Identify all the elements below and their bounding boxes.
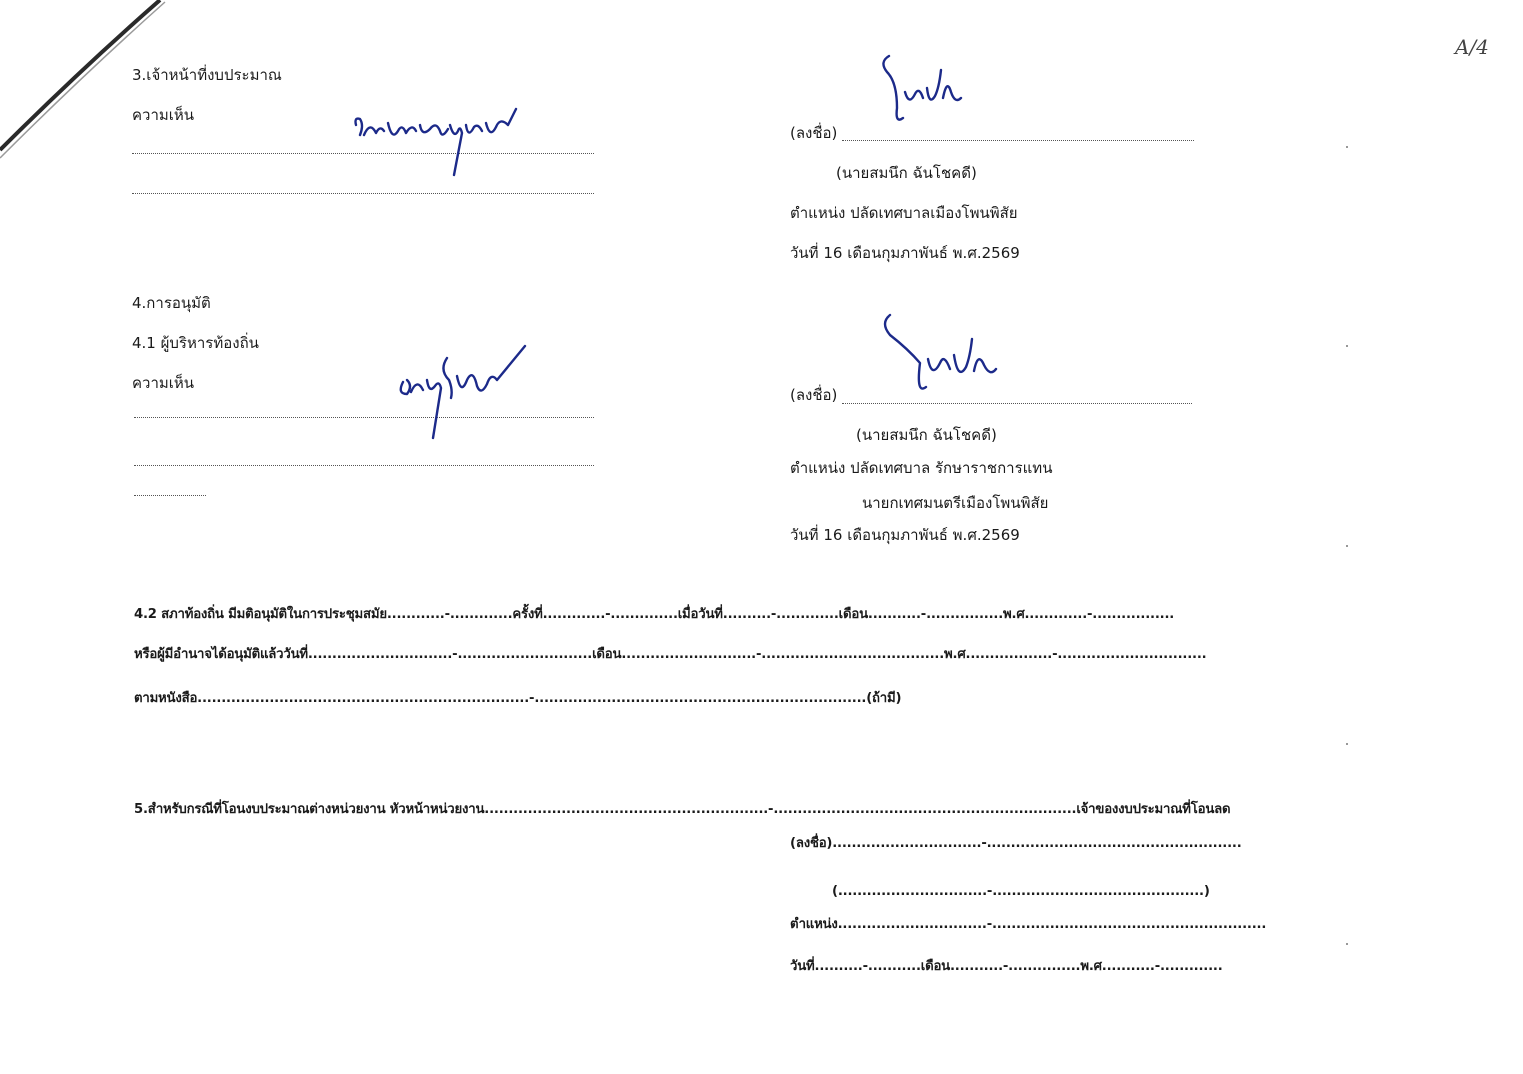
section5-date-line: วันที่..........-...........เดือน...........-...............พ.ศ...........-.............: [790, 959, 1223, 974]
section3-heading: 3.เจ้าหน้าที่งบประมาณ: [132, 66, 282, 84]
section4-sign-prefix: (ลงชื่อ): [790, 386, 838, 404]
section3-sign-prefix: (ลงชื่อ): [790, 124, 838, 142]
section4-opinion-line-3: [134, 495, 206, 496]
section3-opinion-label: ความเห็น: [132, 106, 195, 124]
section3-signer-name: (นายสมนึก ฉันโชคดี): [836, 164, 977, 182]
scan-speck: [1346, 345, 1348, 347]
section4-date: วันที่ 16 เดือนกุมภาพันธ์ พ.ศ.2569: [790, 526, 1020, 544]
scan-corner-shadow: [0, 0, 170, 170]
section4-2-line3: ตามหนังสือ.....................................................................-.....................................................................(ถ้ามี): [134, 691, 902, 706]
section5-position-line: ตำแหน่ง...............................-.........................................................: [790, 917, 1267, 932]
section4-sign-line: [842, 403, 1192, 404]
section5-sign-line: (ลงชื่อ)...............................-.....................................................: [790, 836, 1242, 851]
section3-sign-line: [842, 140, 1194, 141]
section4-opinion-handwriting: [395, 340, 535, 445]
section4-position-line1: ตำแหน่ง ปลัดเทศบาล รักษาราชการแทน: [790, 459, 1053, 477]
section4-heading: 4.การอนุมัติ: [132, 294, 211, 312]
section4-opinion-label: ความเห็น: [132, 374, 195, 392]
section4-signature: [880, 305, 1000, 400]
section5-line1: 5.สำหรับกรณีที่โอนงบประมาณต่างหน่วยงาน หัวหน้าหน่วยงาน...........................................................-...............................................................เจ้าของงบประมาณที่โอนลด: [134, 802, 1231, 817]
section3-date: วันที่ 16 เดือนกุมภาพันธ์ พ.ศ.2569: [790, 244, 1020, 262]
section4-signer-name: (นายสมนึก ฉันโชคดี): [856, 426, 997, 444]
section4-position-line2: นายกเทศมนตรีเมืองโพนพิสัย: [862, 494, 1049, 512]
section3-signature: [875, 48, 970, 128]
scan-speck: [1346, 545, 1348, 547]
section3-opinion-handwriting: [350, 95, 525, 180]
section4-2-line2: หรือผู้มีอำนาจได้อนุมัติแล้ววันที่..............................-............................เดือน............................-......................................พ.ศ..................-...............................: [134, 647, 1207, 662]
section4-opinion-line-2: [134, 465, 594, 466]
scan-speck: [1346, 943, 1348, 945]
section4-1-heading: 4.1 ผู้บริหารท้องถิ่น: [132, 334, 259, 352]
section3-opinion-line-2: [132, 193, 594, 194]
section5-name-line: (...............................-............................................): [832, 884, 1210, 899]
page-marker: A/4: [1455, 35, 1489, 59]
scan-speck: [1346, 146, 1348, 148]
section3-position: ตำแหน่ง ปลัดเทศบาลเมืองโพนพิสัย: [790, 204, 1018, 222]
section4-2-line1: 4.2 สภาท้องถิ่น มีมติอนุมัติในการประชุมสมัย............-.............ครั้งที่.............-..............เมื่อวันที่..........-.............เดือน...........-................พ.ศ.............-.................: [134, 607, 1175, 622]
scan-speck: [1346, 743, 1348, 745]
